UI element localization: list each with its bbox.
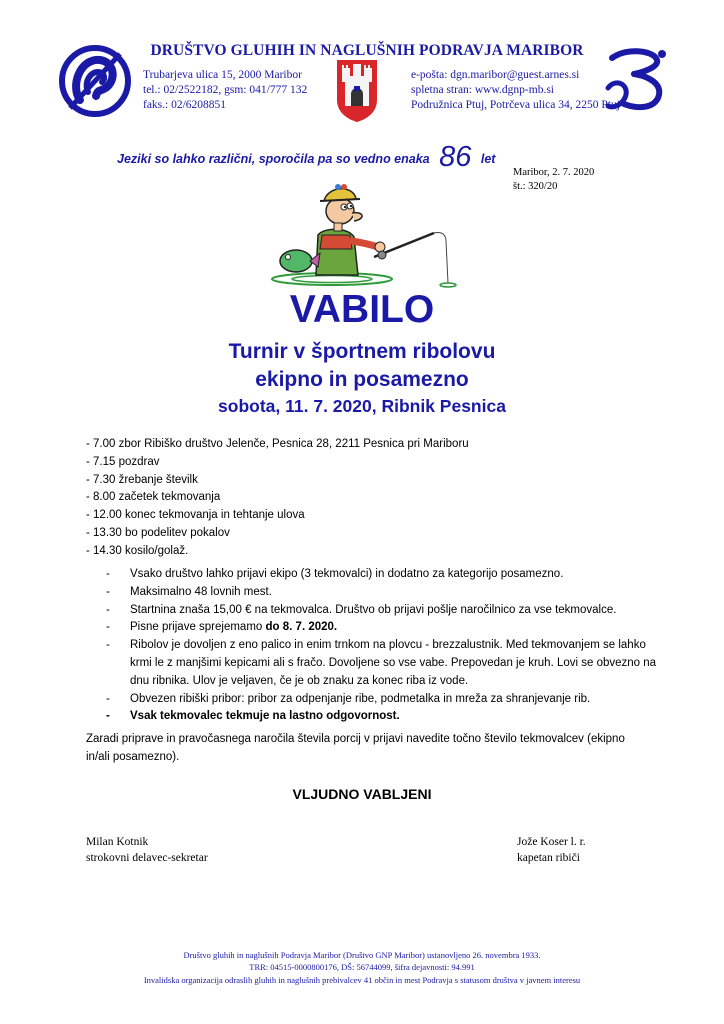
email-text: e-pošta: dgn.maribor@guest.arnes.si	[411, 69, 580, 81]
event-title: Turnir v športnem ribolovu	[228, 340, 496, 363]
ear-logo-icon	[58, 44, 132, 118]
schedule-item: - 7.15 pozdrav	[86, 455, 160, 468]
maribor-crest-icon	[334, 56, 380, 124]
schedule-item: - 7.30 žrebanje številk	[86, 473, 198, 486]
signer-name: Jože Koser l. r.	[517, 836, 586, 848]
document-number: št.: 320/20	[513, 181, 558, 192]
motto	[117, 138, 495, 171]
address-text: Trubarjeva ulica 15, 2000 Maribor	[143, 69, 302, 81]
organization-name: DRUŠTVO GLUHIH IN NAGLUŠNIH PODRAVJA MARIBOR	[150, 42, 584, 59]
invitation-title: VABILO	[289, 288, 435, 331]
document-meta	[513, 166, 594, 194]
document-date: Maribor, 2. 7. 2020	[513, 167, 595, 178]
rule-deadline-date: do 8. 7. 2020.	[265, 621, 338, 634]
sign-language-logo-icon	[604, 44, 670, 118]
schedule-item: - 13.30 bo podelitev pokalov	[86, 526, 230, 539]
phone-text: tel.: 02/2522182, gsm: 041/777 132	[143, 84, 308, 96]
rule-item: - Vsak tekmovalec tekmuje na lastno odgovornost.	[106, 708, 666, 726]
footer-line: Društvo gluhih in naglušnih Podravja Maribor (Društvo GNP Maribor) ustanovljeno 26. novembra 1933.	[183, 950, 541, 960]
schedule-item: - 12.00 konec tekmovanja in tehtanje ulova	[86, 509, 305, 522]
footer	[0, 949, 724, 986]
signer-name: Milan Kotnik	[86, 836, 149, 848]
signature-right	[517, 834, 586, 866]
rule-item: - Obvezen ribiški pribor: pribor za odpenjanje ribe, podmetalka in mreža za shranjevanje rib.	[106, 691, 666, 709]
fax-text: faks.: 02/6208851	[143, 99, 227, 111]
rule-deadline-text: Pisne prijave sprejemamo	[130, 621, 266, 634]
signer-role: strokovni delavec-sekretar	[86, 852, 208, 864]
rule-item: - Startnina znaša 15,00 € na tekmovalca. Društvo ob prijavi pošlje naročilnico za vse tekmovalce.	[106, 602, 666, 620]
closing-greeting: VLJUDNO VABLJENI	[292, 786, 432, 802]
event-subtitle: ekipno in posamezno	[255, 368, 469, 391]
schedule-item: - 8.00 začetek tekmovanja	[86, 491, 221, 504]
event-date-location: sobota, 11. 7. 2020, Ribnik Pesnica	[218, 396, 506, 416]
schedule-item: - 7.00 zbor Ribiško društvo Jelenče, Pesnica 28, 2211 Pesnica pri Mariboru	[86, 438, 469, 450]
footer-line: TRR: 04515-0000800176, DŠ: 56744099, šifra dejavnosti: 94.991	[249, 962, 475, 973]
contact-block-left	[143, 68, 307, 113]
schedule-item: - 14.30 kosilo/golaž.	[86, 544, 189, 557]
signer-role: kapetan ribiči	[517, 852, 580, 864]
rules-list	[106, 566, 666, 726]
registration-note: Zaradi priprave in pravočasnega naročila števila porcij v prijavi navedite točno število tekmovalcev (ekipno in/ali posamezno).	[86, 733, 625, 763]
website-text: spletna stran: www.dgnp-mb.si	[411, 84, 554, 96]
motto-suffix: let	[480, 152, 496, 166]
contact-block-right	[411, 68, 620, 113]
rule-item: - Maksimalno 48 lovnih mest.	[106, 584, 666, 602]
rule-item: - Ribolov je dovoljen z eno palico in enim trnkom na plovcu - brezzalustnik. Med tekmovanjem se lahko krmi le z manjšimi kepicami ali s fračo. Dovoljene so vse vabe. Prepovedan je kruh. Lovi se obvezno na dnu ribnika. Ulov je veljaven, če je ob znaku za konec riba iz vode.	[106, 637, 666, 690]
motto-text: Jeziki so lahko različni, sporočila pa so vedno enaka	[117, 152, 430, 166]
fisherman-illustration	[258, 175, 458, 295]
branch-text: Podružnica Ptuj, Potrčeva ulica 34, 2250 Ptuj	[411, 99, 620, 111]
schedule-list	[86, 436, 469, 561]
motto-number: 86	[439, 141, 472, 173]
footer-line: Invalidska organizacija odraslih gluhih in naglušnih prebivalcev 41 občin in mest Podravja s statusom društva v javnem interesu	[143, 974, 581, 985]
signature-left	[86, 834, 208, 866]
rule-item: - Vsako društvo lahko prijavi ekipo (3 tekmovalci) in dodatno za kategorijo posamezno.	[106, 566, 666, 584]
rule-item-deadline	[106, 619, 666, 637]
